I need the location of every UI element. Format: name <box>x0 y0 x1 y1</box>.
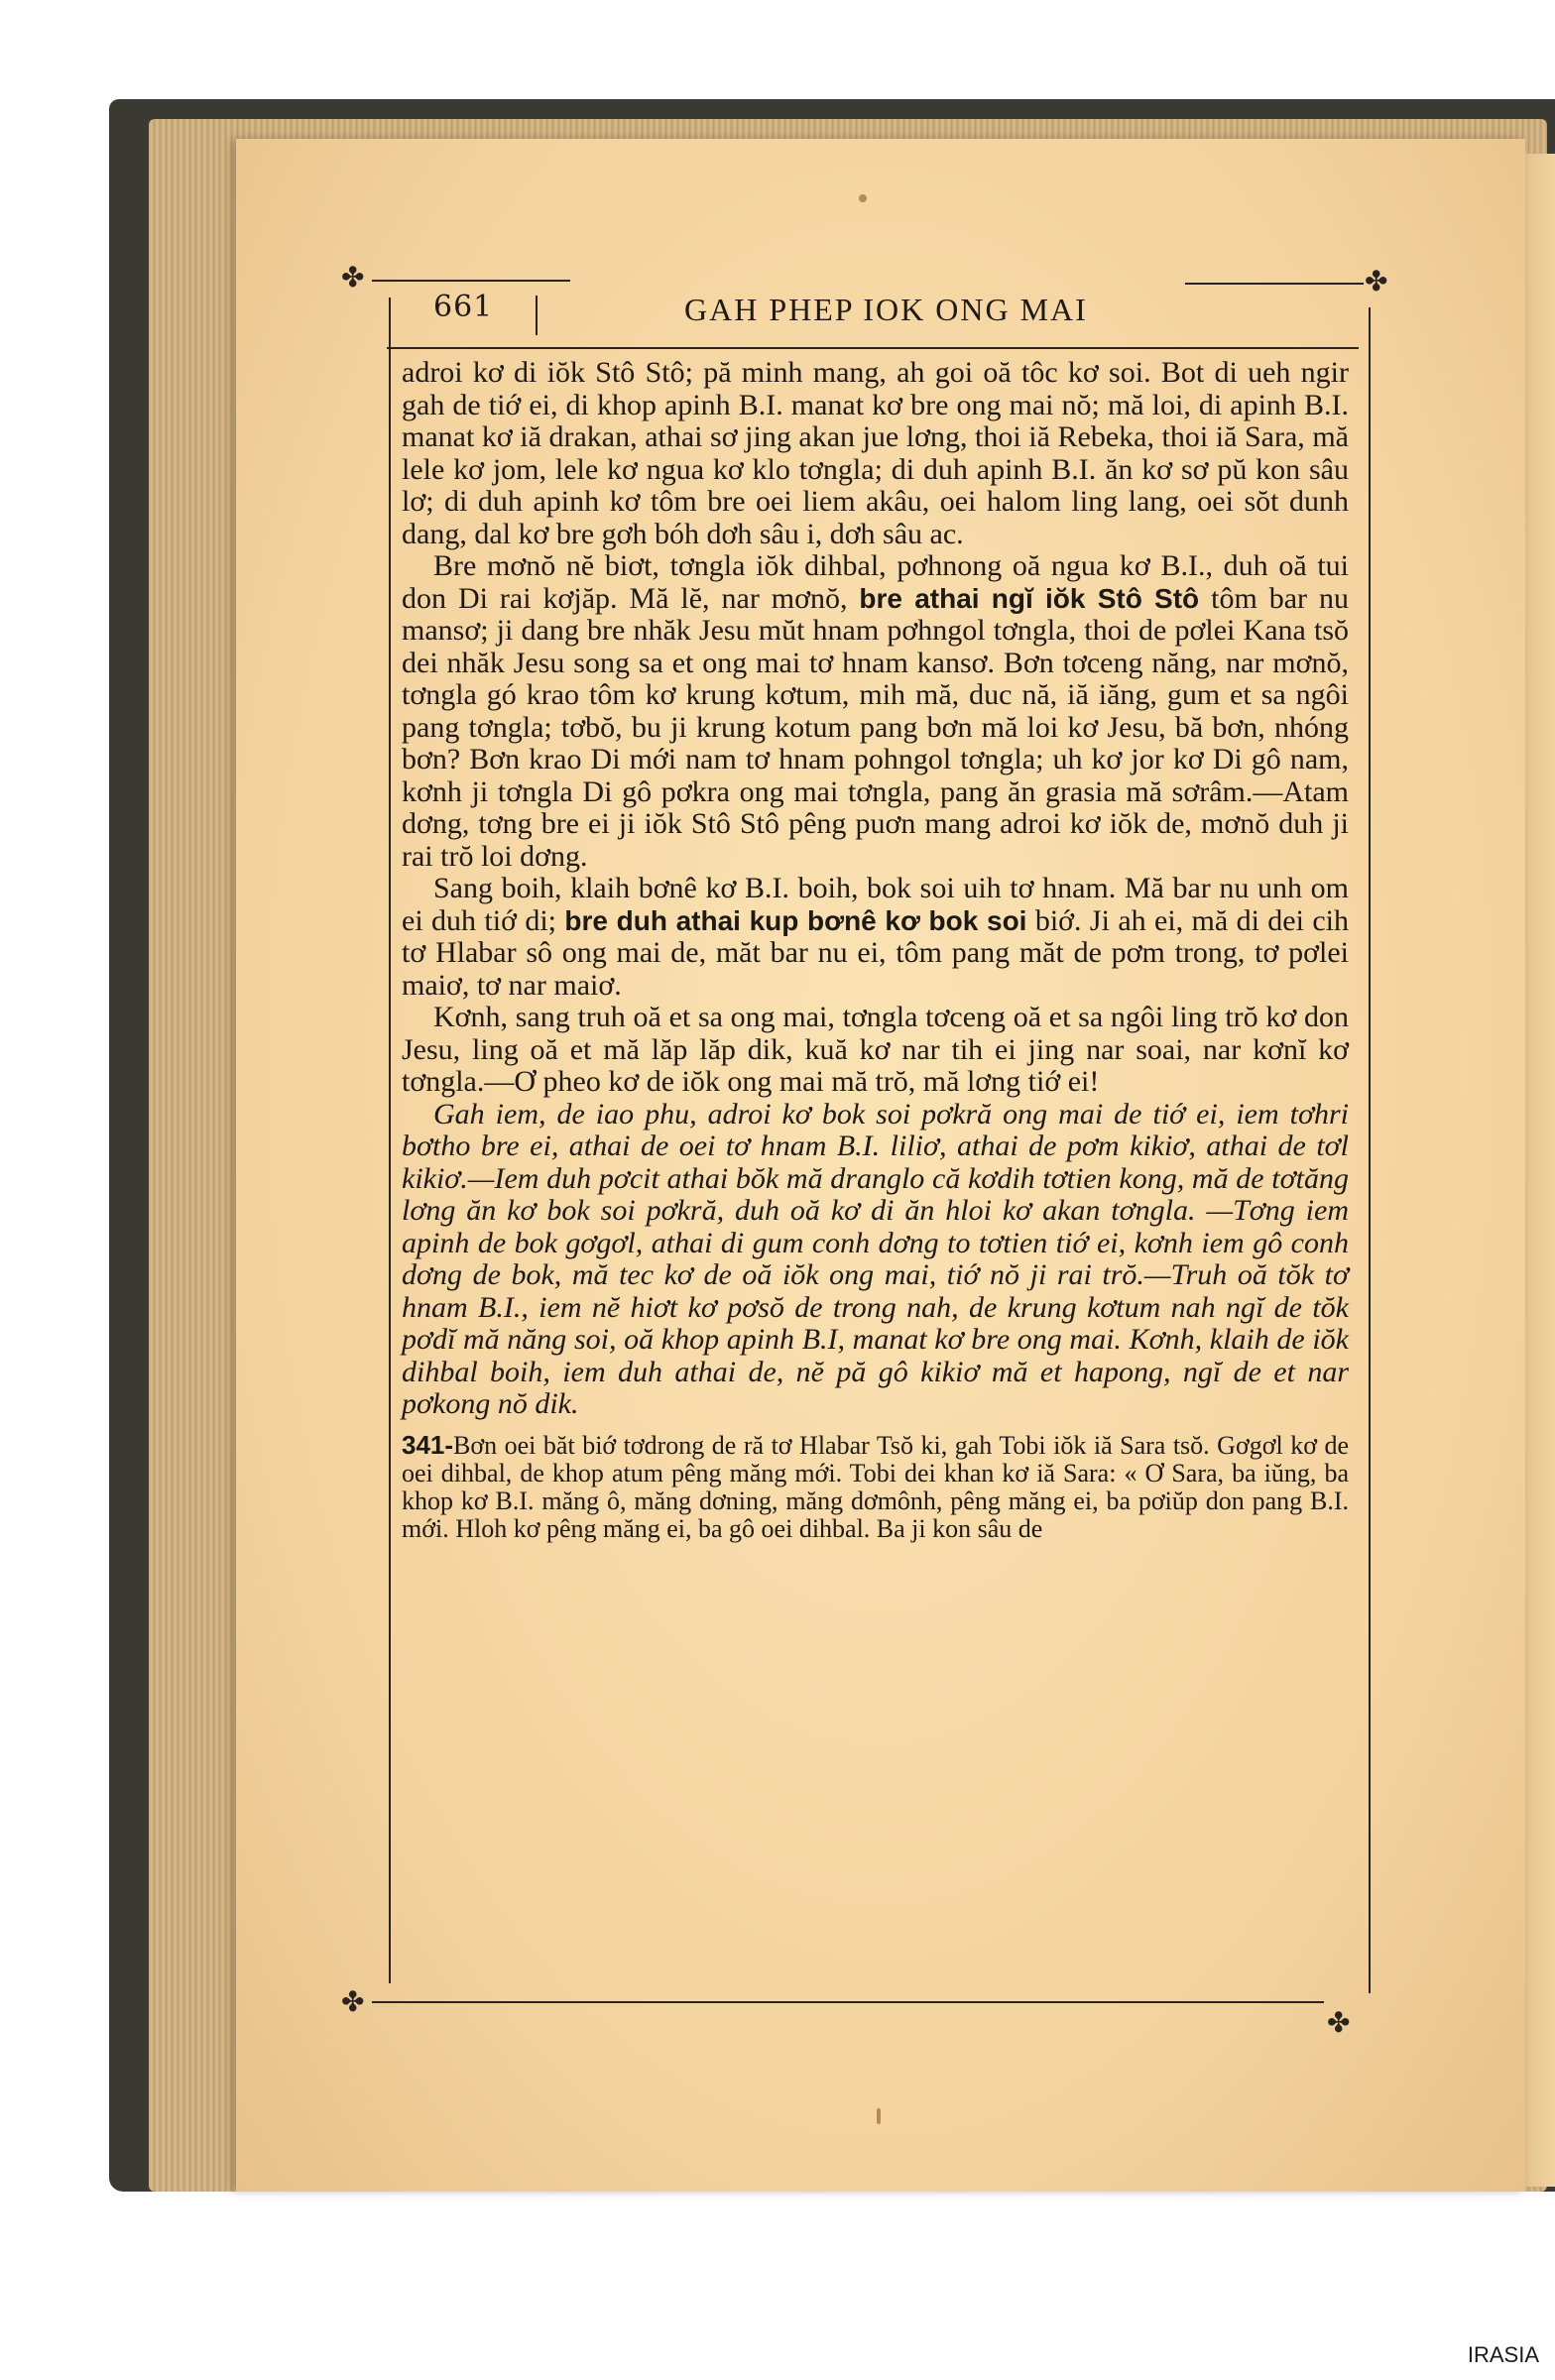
paragraph-3-text: Sang boih, klaih bơnê kơ B.I. boih, bok soi uih tơ hnam. Mă bar nu unh om ei duh tiớ di; <box>402 872 1349 937</box>
header-bottom-rule <box>387 347 1359 349</box>
paragraph-2 <box>402 550 1349 873</box>
paragraph-3-text: biớ. Ji ah ei, mă di dei cih tơ Hlabar sô ong mai de, măt bar nu ei, tôm pang măt de pơm trong, tơ pơlei maiơ, tơ nar maiơ. <box>402 903 1349 1002</box>
paper-spot <box>877 2108 881 2124</box>
watermark: IRASIA <box>1467 2342 1539 2367</box>
paragraph-3 <box>402 873 1349 1002</box>
paragraph-2-text: tôm bar nu mansơ; ji dang bre nhăk Jesu mŭt hnam pơhngol tơngla, thoi de pơlei Kana tsŏ dei nhăk Jesu song sa et ong mai tơ hnam kansơ. Bơn tơceng năng, nar mơnŏ, tơngla gó krao tôm kơ krung kơtum, mih mă, duc nă, iă iăng, gum et sa ngôi pang tơngla; tơbŏ, bu ji krung kotum pang bơn mă loi kơ Jesu, bă bơn, nhóng bơn? Bơn krao Di mới nam tơ hnam pohngol tơngla; uh kơ jor kơ Di gô nam, kơnh ji tơngla Di gô pơkra ong mai tơngla, pang ăn grasia mă sơrâm.—Atam dơng, tơng bre ei ji iŏk Stô Stô pêng puơn mang adroi kơ iŏk de, mơnŏ duh ji rai trŏ loi dơng. <box>402 581 1349 873</box>
running-title: GAH PHEP IOK ONG MAI <box>684 292 1088 327</box>
paragraph-4: Kơnh, sang truh oă et sa ong mai, tơngla tơceng oă et sa ngôi ling trŏ kơ don Jesu, ling oă et mă lăp lăp dik, kuă kơ nar tih ei jing nar soai, nar kơnĭ kơ tơngla.—Ơ pheo kơ de iŏk ong mai mă trŏ, mă lơng tiớ ei! <box>402 1001 1349 1098</box>
clover-ornament-icon: ✤ <box>341 1985 365 2018</box>
left-frame-rule <box>389 298 391 1983</box>
footnote <box>402 1431 1349 1543</box>
right-frame-rule <box>1369 307 1371 1993</box>
text-block <box>402 357 1349 1543</box>
paragraph-1: adroi kơ di iŏk Stô Stô; pă minh mang, ah goi oă tôc kơ soi. Bot di ueh ngir gah de tiớ ei, di khop apinh B.I. manat kơ bre ong mai nŏ; mă loi, di apinh B.I. manat kơ iă drakan, athai sơ jing akan jue lơng, thoi iă Rebeka, thoi iă Sara, mă lele kơ jom, lele kơ ngua kơ klo tơngla; di duh apinh B.I. ăn kơ sơ pŭ kon sâu lơ; di duh apinh kơ tôm bre oei liem akâu, oei halom ling lang, oei sŏt dunh dang, dal kơ bre gơh bóh dơh sâu i, dơh sâu ac. <box>402 356 1349 550</box>
header-rule <box>1185 283 1364 285</box>
paragraph-2-text: Bre mơnŏ nĕ biơt, tơngla iŏk dihbal, pơhnong oă ngua kơ B.I., duh oă tui don Di rai kơjăp. Mă lĕ, nar mơnŏ, <box>402 549 1349 615</box>
clover-ornament-icon: ✤ <box>341 261 365 294</box>
paragraph-5-italic: Gah iem, de iao phu, adroi kơ bok soi pơkră ong mai de tiớ ei, iem tơhri bơtho bre ei, athai de oei tơ hnam B.I. liliơ, athai de pơm kikiơ, athai de tơl kikiơ.—Iem duh pơcit athai bŏk mă dranglo că kơdih tơtien kong, mă de tơtăng lơng ăn kơ bok soi pơkră, duh oă kơ di ăn hloi kơ akan tơngla. —Tơng iem apinh de bok gơgơl, athai di gum conh dơng to tơtien tiớ ei, kơnh iem gô conh dơng de bok, mă tec kơ de oă iŏk ong mai, tiớ nŏ ji rai trŏ.—Truh oă tŏk tơ hnam B.I., iem nĕ hiơt kơ pơsŏ de trong nah, de krung kơtum nah ngĭ de tŏk pơdĭ mă năng soi, oă khop apinh B.I, manat kơ bre ong mai. Kơnh, klaih de iŏk dihbal boih, iem duh athai de, nĕ pă gô kikiơ mă et hapong, ngĭ de et nar pơkong nŏ dik. <box>402 1097 1349 1420</box>
paper-spot <box>859 194 867 202</box>
page-number: 661 <box>433 290 494 324</box>
header-rule <box>372 280 570 282</box>
footer-rule <box>372 2001 1324 2003</box>
clover-ornament-icon: ✤ <box>1327 2006 1351 2039</box>
footnote-text: Bơn oei băt biớ tơdrong de ră tơ Hlabar Tsŏ ki, gah Tobi iŏk iă Sara tsŏ. Gơgơl kơ de oei dihbal, de khop atum pêng măng mới. Tobi dei khan kơ iă Sara: « Ơ Sara, ba iŭng, ba khop kơ B.I. măng ô, măng dơning, măng dơmônh, pêng măng ei, ba pơiŭp don pang B.I. mới. Hloh kơ pêng măng ei, ba gô oei dihbal. Ba ji kon sâu de <box>402 1430 1349 1543</box>
paragraph-2-bold: bre athai ngĭ iŏk Stô Stô <box>859 582 1200 614</box>
clover-ornament-icon: ✤ <box>1365 265 1388 298</box>
header-divider <box>536 296 538 335</box>
footnote-number: 341- <box>402 1429 454 1460</box>
paragraph-3-bold: bre duh athai kup bơnê kơ bok soi <box>564 904 1027 936</box>
